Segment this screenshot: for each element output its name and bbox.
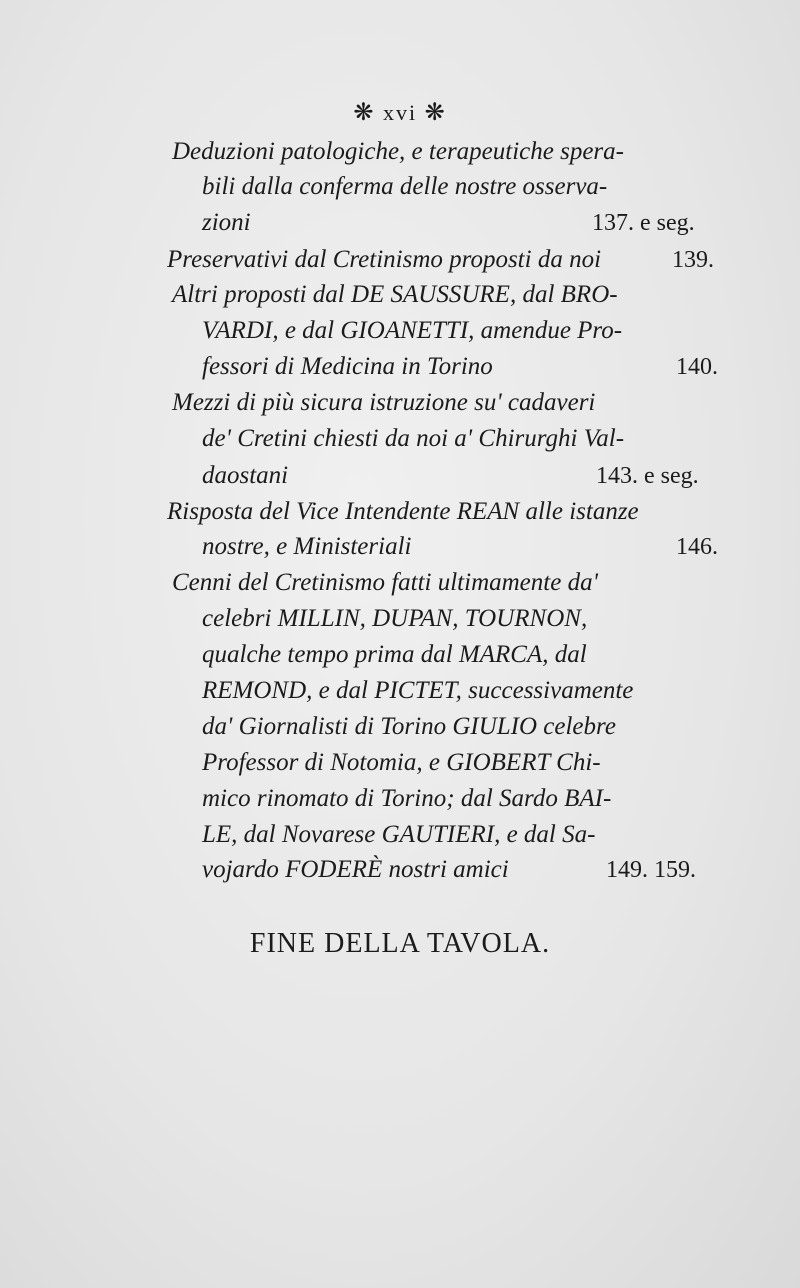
- entry-line: [0, 132, 800, 172]
- entry-text: VARDI, e dal GIOANETTI, amendue Pro-: [202, 317, 623, 344]
- entry-line: [0, 240, 800, 280]
- entry-page-ref: 143. e seg.: [596, 463, 699, 489]
- entry-text: REMOND, e dal PICTET, successivamente: [202, 677, 634, 704]
- entry-line: [0, 563, 800, 603]
- entry-line: [0, 850, 800, 890]
- entry-page-ref: 149. 159.: [606, 857, 696, 883]
- entry-text: Altri proposti dal DE SAUSSURE, dal BRO-: [172, 281, 618, 308]
- asterism-left-icon: ❋: [353, 100, 376, 126]
- entry-text: qualche tempo prima dal MARCA, dal: [202, 641, 587, 668]
- entry-text: celebri MILLIN, DUPAN, TOURNON,: [202, 605, 588, 632]
- entry-line: [0, 671, 800, 711]
- page-number: xvi: [382, 100, 418, 125]
- entry-text: zioni: [202, 209, 251, 236]
- entry-text: LE, dal Novarese GAUTIERI, e dal Sa-: [202, 821, 596, 848]
- entry-line: [0, 492, 800, 532]
- entry-line: [0, 635, 800, 675]
- entry-line: [0, 203, 800, 243]
- entry-text: da' Giornalisti di Torino GIULIO celebre: [202, 713, 616, 740]
- entry-text: vojardo FODERÈ nostri amici: [202, 856, 509, 883]
- entry-page-ref: 139.: [672, 247, 714, 273]
- entry-text: nostre, e Ministeriali: [202, 533, 412, 560]
- entry-page-ref: 140.: [676, 354, 718, 380]
- entry-line: [0, 815, 800, 855]
- entry-line: [0, 347, 800, 387]
- asterism-right-icon: ❋: [424, 100, 447, 126]
- entry-text: fessori di Medicina in Torino: [202, 353, 493, 380]
- entry-page-ref: 137. e seg.: [592, 210, 695, 236]
- entry-line: [0, 311, 800, 351]
- entry-line: [0, 275, 800, 315]
- entry-line: [0, 599, 800, 639]
- entry-line: [0, 527, 800, 567]
- page-header: [0, 98, 800, 127]
- entry-line: [0, 383, 800, 423]
- entry-line: [0, 779, 800, 819]
- entry-text: Professor di Notomia, e GIOBERT Chi-: [202, 749, 601, 776]
- entry-line: [0, 743, 800, 783]
- entry-text: daostani: [202, 462, 289, 489]
- entry-text: Mezzi di più sicura istruzione su' cadaveri: [172, 389, 596, 416]
- entry-text: de' Cretini chiesti da noi a' Chirurghi Val-: [202, 425, 625, 452]
- entry-line: [0, 707, 800, 747]
- entry-text: Cenni del Cretinismo fatti ultimamente da': [172, 569, 598, 596]
- entry-text: Deduzioni patologiche, e terapeutiche spera-: [172, 138, 624, 165]
- entry-text: bili dalla conferma delle nostre osserva-: [202, 173, 608, 200]
- entry-line: [0, 419, 800, 459]
- entry-text: Risposta del Vice Intendente REAN alle istanze: [167, 498, 639, 525]
- entry-text: mico rinomato di Torino; dal Sardo BAI-: [202, 785, 612, 812]
- closing-title: FINE DELLA TAVOLA.: [249, 928, 551, 959]
- entry-text: Preservativi dal Cretinismo proposti da noi: [167, 246, 602, 273]
- entry-line: [0, 456, 800, 496]
- entry-page-ref: 146.: [676, 534, 718, 560]
- entry-line: [0, 167, 800, 207]
